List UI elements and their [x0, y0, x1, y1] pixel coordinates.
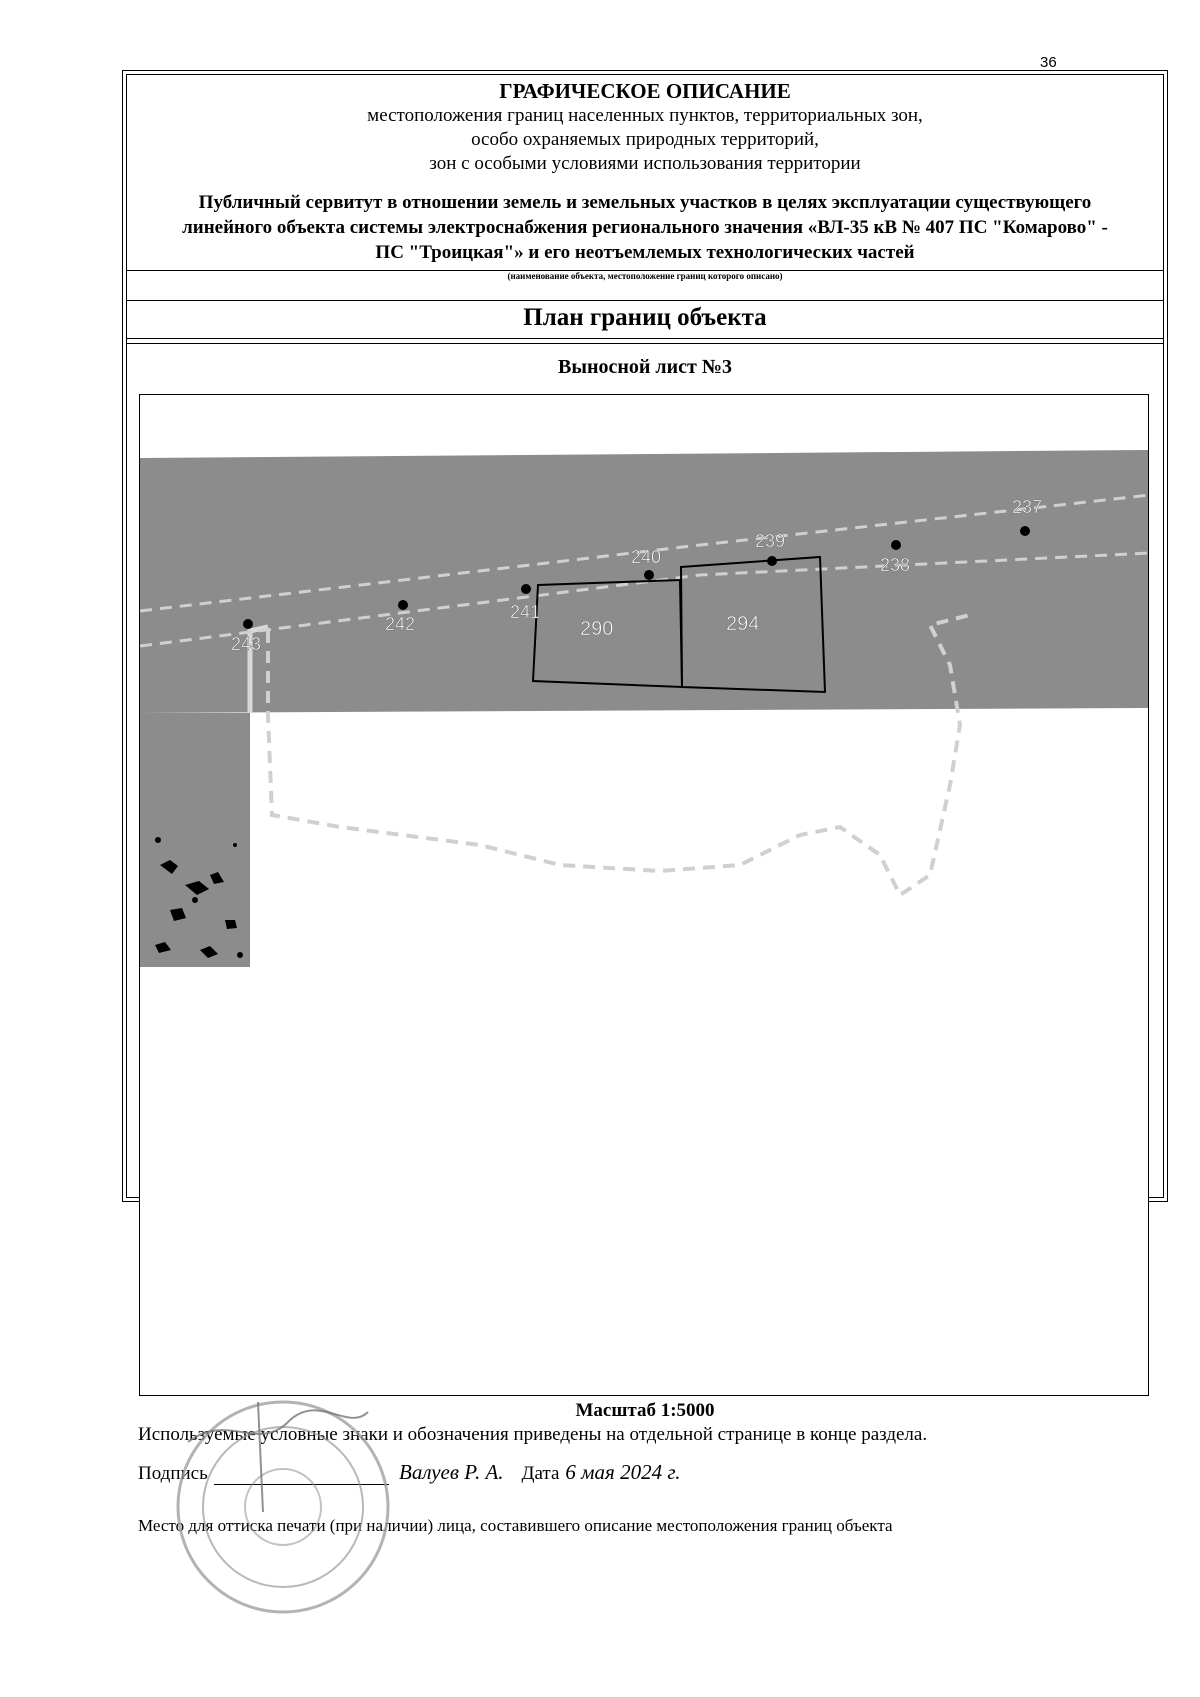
object-caption: (наименование объекта, местоположение границ которого описано): [507, 271, 783, 281]
date-label: Дата: [521, 1463, 560, 1484]
point-label-243: 243: [231, 634, 262, 654]
date-value: 6 мая 2024 г.: [565, 1460, 681, 1484]
point-label-240: 240: [631, 547, 662, 567]
subtitle-line-2: особо охраняемых природных территорий,: [471, 129, 819, 150]
seal-stamp: [168, 1392, 398, 1622]
point-240: [644, 570, 654, 580]
map-drawing: [140, 395, 1149, 1396]
document-title: ГРАФИЧЕСКОЕ ОПИСАНИЕ: [499, 79, 791, 103]
point-243: [243, 619, 253, 629]
point-241: [521, 584, 531, 594]
signature-label: Подпись: [138, 1463, 208, 1484]
page-number: 36: [1040, 54, 1057, 71]
plan-title-divider: [126, 338, 1164, 339]
plan-title-divider-2: [126, 343, 1164, 344]
caption-divider-bottom: [126, 300, 1164, 301]
point-242: [398, 600, 408, 610]
legend-note: Используемые условные знаки и обозначения приведены на отдельной странице в конце раздела.: [138, 1424, 928, 1445]
stamp-note: Место для оттиска печати (при наличии) лица, составившего описание местоположения границ объекта: [138, 1516, 893, 1535]
point-label-238: 238: [880, 555, 911, 575]
signer-name: Валуев Р. А.: [399, 1460, 504, 1484]
point-238: [891, 540, 901, 550]
point-label-239: 239: [755, 531, 786, 551]
object-name: Публичный сервитут в отношении земель и земельных участков в целях эксплуатации существующего линейного объекта системы электроснабжения регионального значения «ВЛ-35 кВ № 407 ПС "Комарово" - ПС "Троицкая"» и его неотъемлемых технологических частей: [182, 192, 1108, 263]
scale-label: Масштаб 1:5000: [575, 1400, 715, 1421]
parcel-label-290: 290: [580, 618, 614, 640]
parcel-label-294: 294: [726, 613, 760, 635]
map-area: [139, 394, 1149, 1396]
sheet-title: Выносной лист №3: [558, 356, 732, 378]
point-label-237: 237: [1012, 497, 1043, 517]
header-block: [126, 74, 1164, 265]
plan-title: План границ объекта: [523, 304, 767, 331]
subtitle-line-1: местоположения границ населенных пунктов, территориальных зон,: [367, 105, 923, 126]
point-239: [767, 556, 777, 566]
subtitle-line-3: зон с особыми условиями использования территории: [429, 153, 861, 174]
point-label-242: 242: [385, 614, 416, 634]
point-237: [1020, 526, 1030, 536]
point-label-241: 241: [510, 602, 541, 622]
